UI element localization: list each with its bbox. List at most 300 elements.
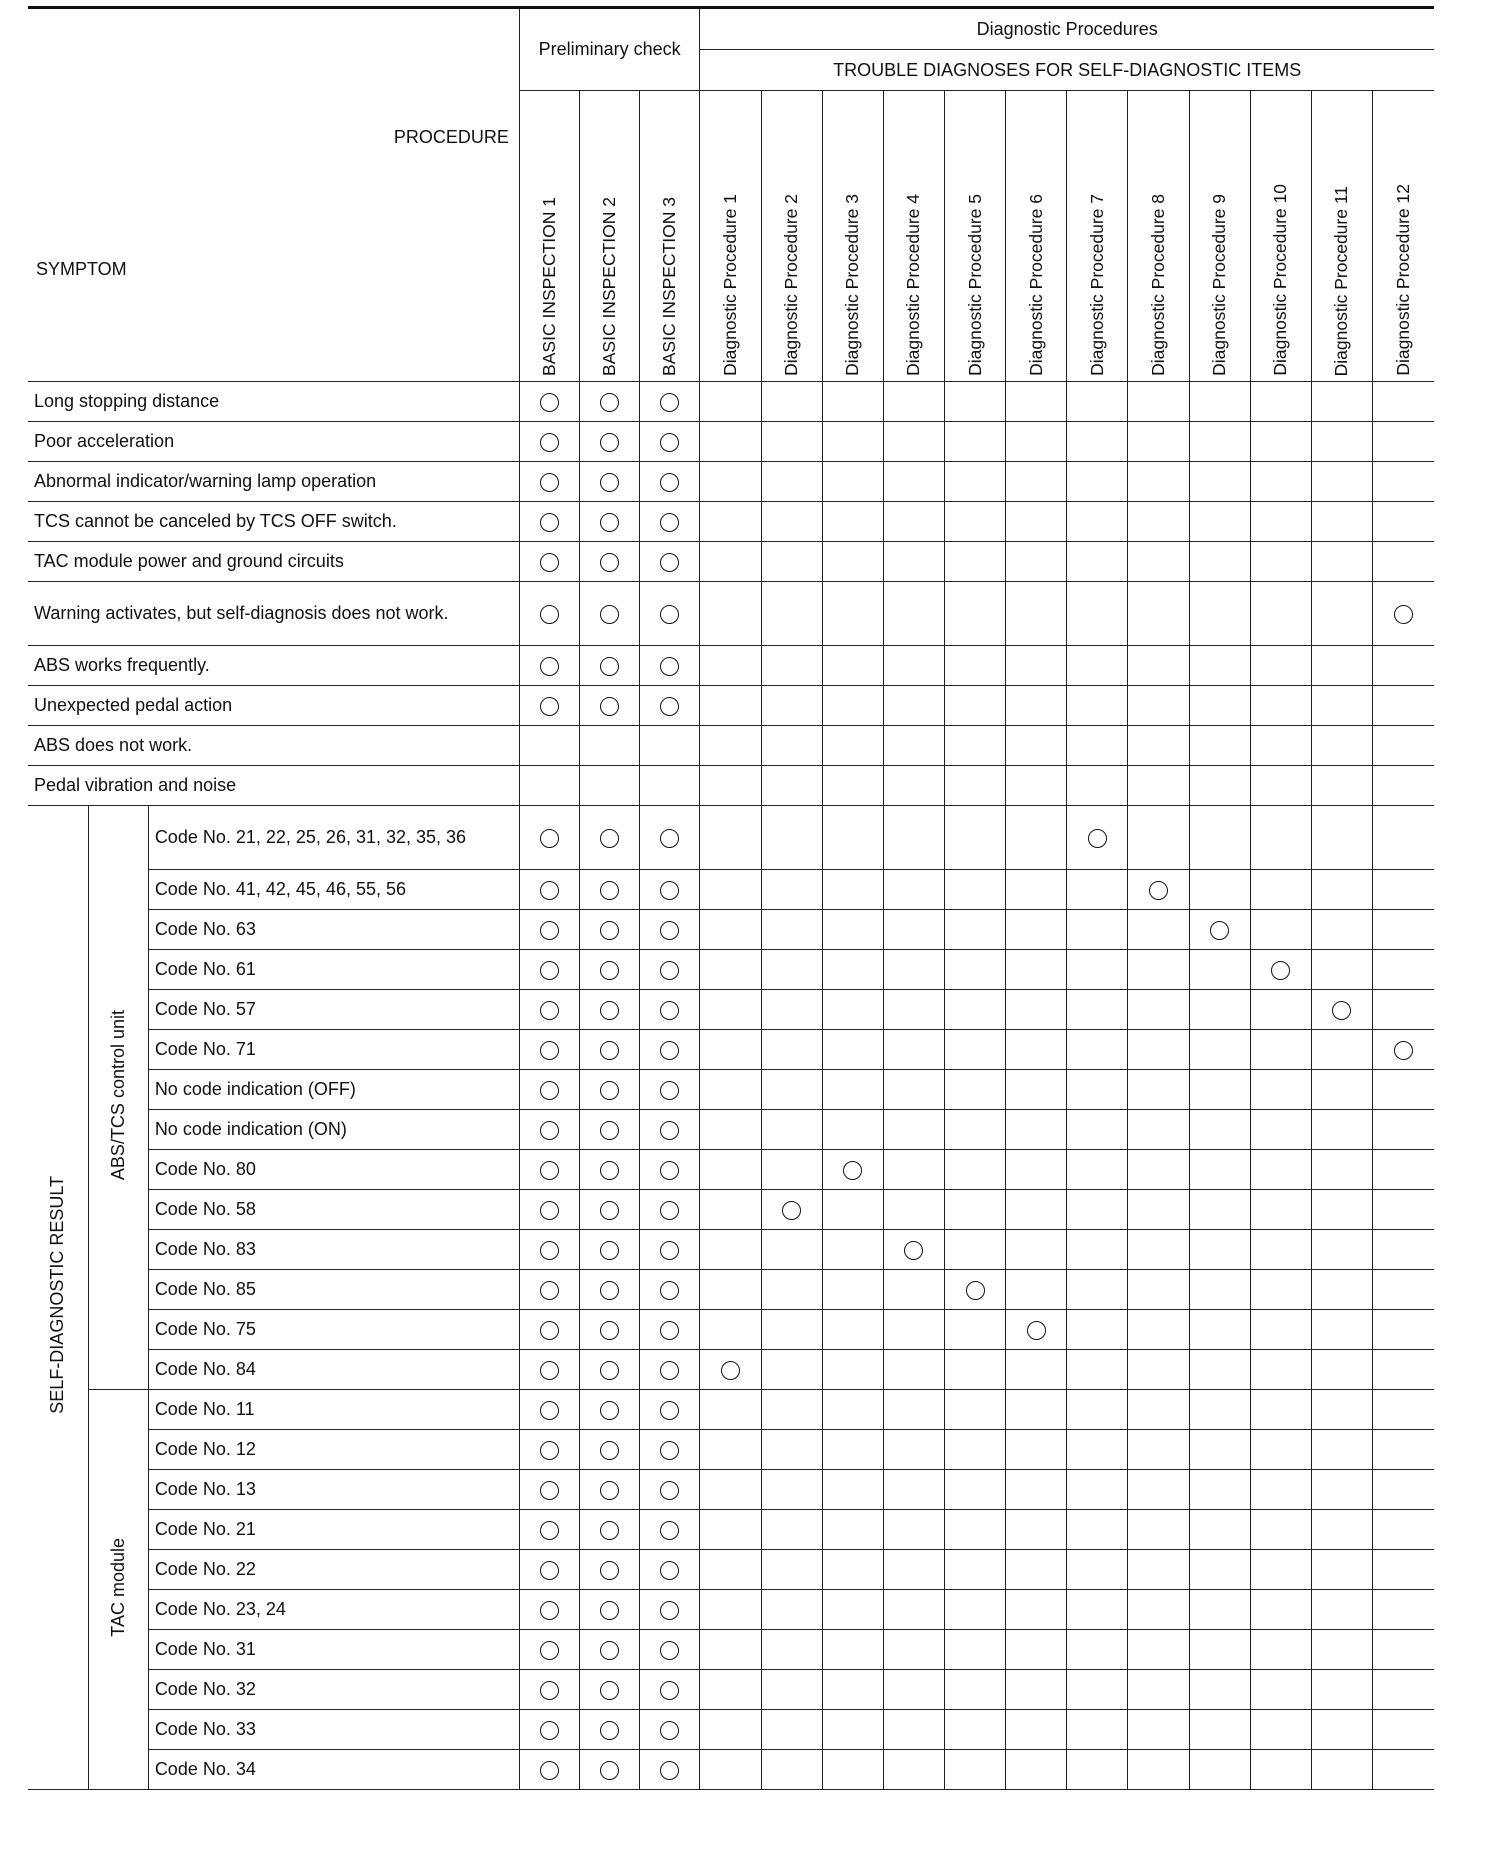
matrix-cell [1373,1310,1434,1350]
matrix-cell [761,1470,822,1510]
tac-code-row [28,1550,1434,1590]
matrix-cell [944,1390,1005,1430]
code-label: Code No. 34 [148,1750,519,1790]
matrix-cell [1189,502,1250,542]
matrix-cell [1067,1230,1128,1270]
matrix-cell [883,1390,944,1430]
check-circle-mark [721,1361,740,1380]
matrix-cell [761,806,822,870]
matrix-cell [1067,646,1128,686]
matrix-cell [580,1510,640,1550]
matrix-cell [1128,1390,1189,1430]
matrix-cell [640,990,700,1030]
matrix-cell [1189,462,1250,502]
check-circle-mark [540,605,559,624]
matrix-cell [1189,910,1250,950]
matrix-cell [1189,1030,1250,1070]
symptom-row [28,382,1434,422]
matrix-cell [700,1110,761,1150]
matrix-cell [1189,1350,1250,1390]
matrix-cell [700,1310,761,1350]
self-diagnostic-label: SELF-DIAGNOSTIC RESULT [47,1176,68,1414]
matrix-cell [519,1190,579,1230]
check-circle-mark [1394,1041,1413,1060]
symptom-row [28,422,1434,462]
abs-tcs-code-row [28,1230,1434,1270]
matrix-cell [1189,806,1250,870]
matrix-cell [640,422,700,462]
matrix-cell [1311,806,1372,870]
abs-tcs-group [88,806,148,1390]
check-circle-mark [660,1321,679,1340]
matrix-cell [640,1710,700,1750]
check-circle-mark [540,1561,559,1580]
column-header [944,91,1005,382]
column-header-label: Diagnostic Procedure 10 [1270,184,1291,376]
matrix-cell [761,542,822,582]
matrix-cell [580,1150,640,1190]
matrix-cell [1373,1270,1434,1310]
matrix-cell [1250,502,1311,542]
matrix-cell [700,502,761,542]
abs-tcs-code-row [28,910,1434,950]
check-circle-mark [600,697,619,716]
diagnostic-procedures-header: Diagnostic Procedures [700,8,1434,50]
matrix-cell [1006,1230,1067,1270]
matrix-cell [640,1270,700,1310]
matrix-cell [883,1070,944,1110]
check-circle-mark [540,1041,559,1060]
matrix-cell [761,502,822,542]
matrix-cell [519,1590,579,1630]
matrix-cell [1128,1190,1189,1230]
symptom-label: Warning activates, but self-diagnosis does not work. [28,582,519,646]
matrix-cell [1006,1110,1067,1150]
matrix-cell [580,950,640,990]
matrix-cell [944,1630,1005,1670]
preliminary-check-header: Preliminary check [519,8,700,91]
matrix-cell [1250,422,1311,462]
check-circle-mark [540,1681,559,1700]
matrix-cell [1189,1150,1250,1190]
matrix-cell [1250,462,1311,502]
code-label: Code No. 32 [148,1670,519,1710]
matrix-cell [580,1230,640,1270]
matrix-cell [1128,1030,1189,1070]
check-circle-mark [540,513,559,532]
matrix-cell [1128,1750,1189,1790]
matrix-cell [640,726,700,766]
matrix-cell [1067,502,1128,542]
matrix-cell [519,1270,579,1310]
code-label: Code No. 13 [148,1470,519,1510]
matrix-cell [1311,1550,1372,1590]
matrix-cell [1067,1270,1128,1310]
matrix-cell [883,1510,944,1550]
matrix-cell [1189,1230,1250,1270]
matrix-cell [580,542,640,582]
matrix-cell [822,1230,883,1270]
matrix-cell [519,910,579,950]
check-circle-mark [782,1201,801,1220]
matrix-cell [700,1350,761,1390]
code-label: Code No. 83 [148,1230,519,1270]
matrix-cell [1006,1670,1067,1710]
matrix-cell [640,1470,700,1510]
matrix-cell [700,462,761,502]
matrix-cell [1250,1110,1311,1150]
matrix-cell [700,806,761,870]
code-label: Code No. 11 [148,1390,519,1430]
check-circle-mark [540,1481,559,1500]
matrix-cell [1067,990,1128,1030]
check-circle-mark [660,1601,679,1620]
matrix-cell [580,646,640,686]
tac-code-row [28,1630,1434,1670]
matrix-cell [883,1590,944,1630]
matrix-cell [580,1590,640,1630]
matrix-cell [944,950,1005,990]
matrix-cell [822,766,883,806]
header-row-groups [28,8,1434,50]
matrix-cell [944,766,1005,806]
matrix-cell [761,1230,822,1270]
matrix-cell [1067,870,1128,910]
symptom-row [28,766,1434,806]
abs-tcs-label: ABS/TCS control unit [107,1009,128,1181]
matrix-cell [1067,910,1128,950]
tac-module-group [88,1390,148,1790]
matrix-cell [640,1550,700,1590]
matrix-body [28,382,1434,1790]
check-circle-mark [600,1721,619,1740]
matrix-cell [1311,910,1372,950]
check-circle-mark [660,921,679,940]
matrix-cell [1128,1550,1189,1590]
matrix-cell [1189,1390,1250,1430]
matrix-cell [1006,1510,1067,1550]
code-label: Code No. 33 [148,1710,519,1750]
matrix-cell [1067,686,1128,726]
matrix-cell [1189,1550,1250,1590]
matrix-cell [1189,1510,1250,1550]
check-circle-mark [1271,961,1290,980]
matrix-cell [1006,1710,1067,1750]
matrix-cell [822,950,883,990]
matrix-cell [1128,726,1189,766]
header-corner [28,8,519,382]
matrix-cell [944,990,1005,1030]
matrix-cell [761,950,822,990]
check-circle-mark [600,1601,619,1620]
matrix-cell [1189,950,1250,990]
matrix-cell [1189,766,1250,806]
matrix-cell [1189,686,1250,726]
check-circle-mark [600,1121,619,1140]
symptom-row [28,502,1434,542]
matrix-cell [1311,1030,1372,1070]
matrix-cell [1189,1310,1250,1350]
matrix-cell [580,806,640,870]
matrix-cell [1311,1750,1372,1790]
check-circle-mark [660,1561,679,1580]
matrix-cell [1373,1390,1434,1430]
matrix-cell [944,502,1005,542]
matrix-cell [519,686,579,726]
matrix-cell [1250,990,1311,1030]
matrix-cell [1128,422,1189,462]
check-circle-mark [843,1161,862,1180]
check-circle-mark [660,1361,679,1380]
matrix-cell [1373,950,1434,990]
matrix-cell [1189,542,1250,582]
code-label: Code No. 22 [148,1550,519,1590]
matrix-cell [1128,1470,1189,1510]
check-circle-mark [600,605,619,624]
abs-tcs-code-row [28,1190,1434,1230]
matrix-cell [519,870,579,910]
matrix-cell [1006,1550,1067,1590]
column-header [1006,91,1067,382]
matrix-cell [519,766,579,806]
matrix-cell [761,422,822,462]
matrix-cell [1128,1110,1189,1150]
symptom-label: Poor acceleration [28,422,519,462]
check-circle-mark [540,1401,559,1420]
matrix-cell [822,870,883,910]
matrix-cell [944,646,1005,686]
matrix-cell [519,462,579,502]
matrix-cell [1189,1710,1250,1750]
abs-tcs-code-row [28,1270,1434,1310]
column-header-label: Diagnostic Procedure 4 [903,194,924,376]
matrix-cell [1006,726,1067,766]
matrix-cell [1373,646,1434,686]
matrix-cell [1128,870,1189,910]
matrix-cell [1373,1550,1434,1590]
code-label: Code No. 12 [148,1430,519,1470]
matrix-cell [944,422,1005,462]
matrix-cell [1128,1630,1189,1670]
matrix-cell [944,1430,1005,1470]
column-header [1250,91,1311,382]
check-circle-mark [600,1081,619,1100]
matrix-cell [700,1510,761,1550]
matrix-cell [1006,1070,1067,1110]
matrix-cell [944,1150,1005,1190]
matrix-cell [883,542,944,582]
matrix-cell [1006,582,1067,646]
matrix-cell [519,1070,579,1110]
matrix-cell [944,910,1005,950]
check-circle-mark [600,1641,619,1660]
matrix-cell [944,1550,1005,1590]
matrix-cell [1373,462,1434,502]
matrix-cell [761,870,822,910]
check-circle-mark [660,961,679,980]
matrix-cell [1067,726,1128,766]
check-circle-mark [660,657,679,676]
check-circle-mark [600,657,619,676]
matrix-cell [519,1030,579,1070]
matrix-cell [822,1150,883,1190]
code-label: Code No. 80 [148,1150,519,1190]
matrix-cell [640,1670,700,1710]
symptom-row [28,582,1434,646]
abs-tcs-code-row [28,1030,1434,1070]
matrix-cell [519,1670,579,1710]
matrix-cell [1189,1110,1250,1150]
matrix-cell [1189,646,1250,686]
matrix-cell [1311,646,1372,686]
matrix-cell [883,1230,944,1270]
check-circle-mark [600,393,619,412]
matrix-cell [883,1190,944,1230]
matrix-cell [640,542,700,582]
matrix-cell [1250,1670,1311,1710]
matrix-cell [640,382,700,422]
check-circle-mark [660,881,679,900]
symptom-label: TAC module power and ground circuits [28,542,519,582]
check-circle-mark [540,1721,559,1740]
matrix-cell [1006,870,1067,910]
matrix-cell [883,1110,944,1150]
matrix-cell [822,1590,883,1630]
matrix-cell [1373,1150,1434,1190]
matrix-cell [1373,382,1434,422]
check-circle-mark [540,921,559,940]
matrix-cell [822,1070,883,1110]
matrix-cell [640,1510,700,1550]
matrix-cell [580,1030,640,1070]
matrix-cell [519,1390,579,1430]
matrix-cell [640,1750,700,1790]
matrix-cell [580,582,640,646]
matrix-cell [1373,1230,1434,1270]
matrix-cell [1311,870,1372,910]
matrix-cell [1373,1030,1434,1070]
check-circle-mark [540,1361,559,1380]
matrix-cell [1189,1470,1250,1510]
matrix-cell [822,726,883,766]
column-header-label: Diagnostic Procedure 8 [1148,194,1169,376]
check-circle-mark [540,1441,559,1460]
matrix-cell [580,1670,640,1710]
matrix-cell [700,1550,761,1590]
matrix-cell [1250,1750,1311,1790]
matrix-cell [944,1470,1005,1510]
matrix-cell [640,1310,700,1350]
check-circle-mark [660,1001,679,1020]
matrix-cell [1067,1470,1128,1510]
matrix-cell [1250,382,1311,422]
symptom-label: Long stopping distance [28,382,519,422]
matrix-cell [1006,766,1067,806]
matrix-cell [822,1550,883,1590]
matrix-cell [1067,1590,1128,1630]
matrix-cell [580,1110,640,1150]
matrix-cell [519,950,579,990]
matrix-cell [1006,462,1067,502]
matrix-cell [1128,1710,1189,1750]
matrix-cell [1311,1230,1372,1270]
matrix-cell [640,462,700,502]
column-header-label: Diagnostic Procedure 2 [781,194,802,376]
matrix-cell [1128,1150,1189,1190]
matrix-cell [1311,542,1372,582]
matrix-cell [1250,1190,1311,1230]
matrix-cell [1250,1150,1311,1190]
check-circle-mark [660,1241,679,1260]
matrix-cell [1128,462,1189,502]
matrix-cell [1189,382,1250,422]
matrix-cell [883,1350,944,1390]
symptom-label: Pedal vibration and noise [28,766,519,806]
matrix-cell [1128,582,1189,646]
matrix-cell [944,1310,1005,1350]
matrix-cell [822,1390,883,1430]
matrix-cell [822,582,883,646]
matrix-cell [944,1590,1005,1630]
matrix-cell [761,1310,822,1350]
abs-tcs-code-row [28,1150,1434,1190]
check-circle-mark [660,1201,679,1220]
matrix-cell [1006,542,1067,582]
check-circle-mark [600,1321,619,1340]
column-header [883,91,944,382]
matrix-cell [1128,1350,1189,1390]
check-circle-mark [540,881,559,900]
check-circle-mark [660,1641,679,1660]
matrix-cell [1128,542,1189,582]
matrix-cell [519,990,579,1030]
matrix-cell [1373,502,1434,542]
check-circle-mark [540,1001,559,1020]
check-circle-mark [540,1081,559,1100]
trouble-diagnoses-header: TROUBLE DIAGNOSES FOR SELF-DIAGNOSTIC ITEMS [700,50,1434,91]
matrix-cell [1250,1070,1311,1110]
matrix-cell [883,910,944,950]
matrix-cell [700,726,761,766]
matrix-cell [1250,726,1311,766]
matrix-cell [1250,870,1311,910]
matrix-cell [1189,1630,1250,1670]
matrix-cell [822,1350,883,1390]
matrix-cell [1006,1750,1067,1790]
tac-code-row [28,1710,1434,1750]
matrix-cell [580,870,640,910]
code-label: Code No. 61 [148,950,519,990]
check-circle-mark [540,1321,559,1340]
matrix-cell [761,1150,822,1190]
matrix-cell [1189,1270,1250,1310]
matrix-cell [1311,1430,1372,1470]
matrix-cell [761,1350,822,1390]
matrix-cell [580,1310,640,1350]
matrix-cell [519,1430,579,1470]
check-circle-mark [600,473,619,492]
matrix-cell [1189,1670,1250,1710]
check-circle-mark [540,657,559,676]
abs-tcs-code-row [28,1350,1434,1390]
matrix-cell [1189,1750,1250,1790]
matrix-cell [1373,1590,1434,1630]
matrix-cell [1311,1110,1372,1150]
matrix-cell [1373,1510,1434,1550]
matrix-cell [1067,1350,1128,1390]
matrix-cell [1006,1350,1067,1390]
matrix-cell [1311,766,1372,806]
